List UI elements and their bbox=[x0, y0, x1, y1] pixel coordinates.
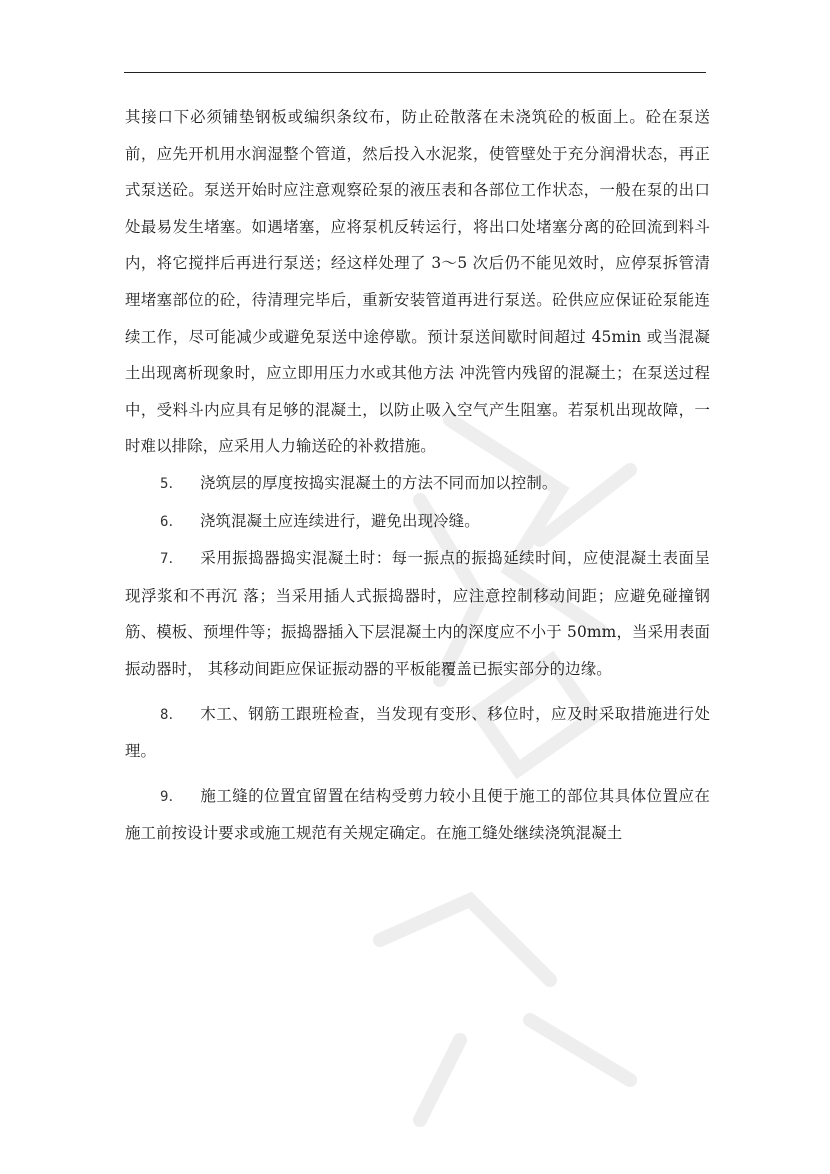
header-rule bbox=[124, 72, 706, 73]
item-number: 7． bbox=[160, 551, 183, 568]
paragraph-item-9 bbox=[125, 778, 710, 852]
paragraph-item-7 bbox=[125, 540, 710, 687]
paragraph-text: 其接口下必须铺垫钢板或编织条纹布，防止砼散落在未浇筑砼的板面上。砼在泵送前，应先开机用水润湿整个管道，然后投入水泥浆，使管壁处于充分润滑状态，再正式泵送砼。泵送开始时应注意观察砼泵的液压表和各部位工作状态，一般在泵的出口处最易发生堵塞。如遇堵塞，应将泵机反转运行，将出口处堵塞分离的砼回流到料斗内，将它搅拌后再进行泵送；经这样处理了 3～5 次后仍不能见效时，应停泵拆管清理堵塞部位的砼，待清理完毕后，重新安装管道再进行泵送。砼供应应保证砼泵能连续工作，尽可能减少或避免泵送中途停歇。预计泵送间歇时间超过 45min 或当混凝土出现离析现象时，应立即用压力水或其他方法 冲洗管内残留的混凝土；在泵送过程中，受料斗内应具有足够的混凝土，以防止吸入空气产生阻塞。若泵机出现故障，一时难以排除，应采用人力输送砼的补救措施。 bbox=[125, 108, 710, 456]
body-text bbox=[125, 99, 710, 852]
paragraph-continuation bbox=[125, 99, 710, 465]
paragraph-text: 采用振捣器捣实混凝土时：每一振点的振捣延续时间，应使混凝土表面呈现浮浆和不再沉 落；当采用插人式振捣器时，应注意控制移动间距；应避免碰撞钢筋、模板、预埋件等；振捣器插入下层混凝土内的深度应不小于 50mm，当采用表面振动器时， 其移动间距应保证振动器的平板能覆盖已振实部分的边缘。 bbox=[125, 549, 710, 678]
paragraph-item-6 bbox=[125, 503, 710, 541]
item-number: 5． bbox=[160, 475, 183, 492]
paragraph-text: 浇筑混凝土应连续进行，避免出现冷缝。 bbox=[200, 511, 480, 530]
item-number: 8． bbox=[160, 706, 183, 723]
paragraph-text: 浇筑层的厚度按捣实混凝土的方法不同而加以控制。 bbox=[200, 473, 558, 492]
item-number: 9． bbox=[160, 788, 183, 805]
paragraph-text: 木工、钢筋工跟班检查，当发现有变形、移位时，应及时采取措施进行处理。 bbox=[125, 704, 710, 761]
item-number: 6． bbox=[160, 513, 183, 530]
paragraph-text: 施工缝的位置宜留置在结构受剪力较小且便于施工的部位其具体位置应在施工前按设计要求或施工规范有关规定确定。在施工缝处继续浇筑混凝土 bbox=[125, 786, 710, 843]
paragraph-item-8 bbox=[125, 696, 710, 770]
paragraph-item-5 bbox=[125, 465, 710, 503]
